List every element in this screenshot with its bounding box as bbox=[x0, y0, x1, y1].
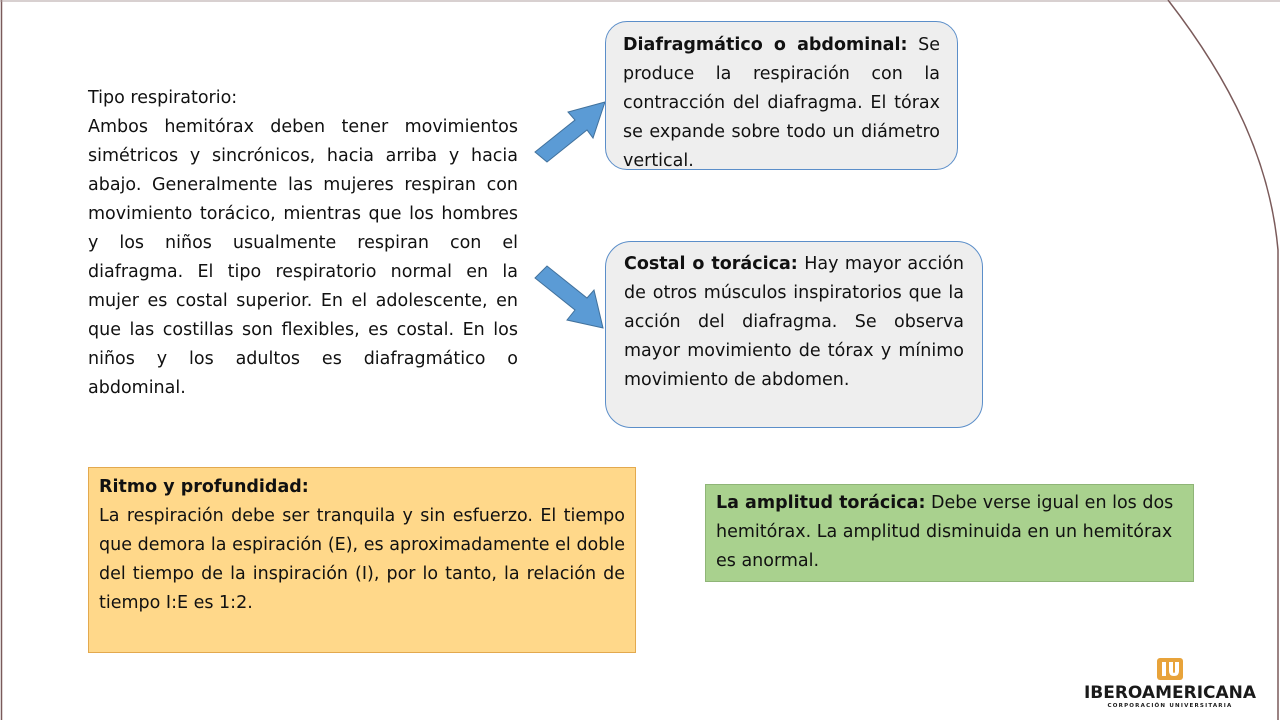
box-diafragmatico bbox=[605, 21, 958, 170]
ritmo-text: La respiración debe ser tranquila y sin esfuerzo. El tiempo que demora la espiración (E), es aproximadamente el doble del tiempo de la inspiración (I), por lo tanto, la relación de tiempo I:E es 1:2. bbox=[99, 506, 625, 613]
amplitud-text: Debe verse igual en los dos hemitórax. La amplitud disminuida en un hemitórax es anormal. bbox=[716, 493, 1174, 571]
arrow-up-right-icon bbox=[527, 98, 609, 166]
box-amplitud bbox=[705, 484, 1194, 582]
costal-term: Costal o torácica: bbox=[624, 254, 798, 274]
arrow-down-right-icon bbox=[527, 262, 609, 334]
logo-name: IBEROAMERICANA bbox=[1083, 683, 1257, 703]
logo-subtitle: CORPORACIÓN UNIVERSITARIA bbox=[1107, 703, 1233, 709]
amplitud-term: La amplitud torácica: bbox=[716, 493, 926, 513]
intro-body: Ambos hemitórax deben tener movimientos simétricos y sincrónicos, hacia arriba y hacia abajo. Generalmente las mujeres respiran con movimiento torácico, mientras que los hombres y los niños usualmente respiran con el diafragma. El tipo respiratorio normal en la mujer es costal superior. En el adolescente, en que las costillas son flexibles, es costal. En los niños y los adultos es diafragmático o abdominal. bbox=[88, 117, 518, 398]
intro-title: Tipo respiratorio: bbox=[88, 88, 238, 108]
box-ritmo bbox=[88, 467, 636, 653]
diafragmatico-term: Diafragmático o abdominal: bbox=[623, 35, 908, 55]
costal-text: Hay mayor acción de otros músculos inspiratorios que la acción del diafragma. Se observa mayor movimiento de tórax y mínimo movimiento de abdomen. bbox=[624, 254, 964, 390]
box-costal bbox=[605, 241, 983, 428]
ritmo-title: Ritmo y profundidad: bbox=[99, 477, 309, 497]
intro-text-block bbox=[88, 84, 518, 403]
logo-mark-icon bbox=[1155, 656, 1185, 682]
diafragmatico-text: Se produce la respiración con la contracción del diafragma. El tórax se expande sobre todo un diámetro vertical. bbox=[623, 35, 940, 171]
iberoamericana-logo bbox=[1078, 656, 1262, 718]
